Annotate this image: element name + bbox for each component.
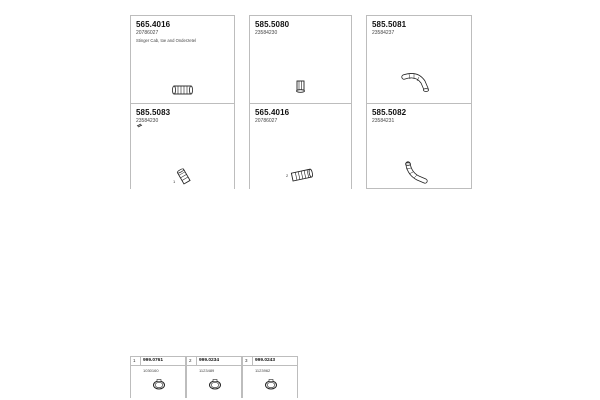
pipe-clamp-icon — [151, 379, 167, 391]
position-number: 2 — [286, 173, 289, 178]
part-reference: 23584231 — [372, 118, 395, 124]
straight-pipe-icon — [289, 167, 315, 183]
part-code: 565.4016 — [255, 108, 290, 117]
pipe-clamp-icon — [263, 379, 279, 391]
accessory-number: 2 — [189, 358, 192, 363]
divider — [140, 357, 141, 365]
accessory-code: 999.0761 — [143, 358, 164, 363]
part-reference: 20786027 — [136, 30, 159, 36]
part-card-585-5083[interactable] — [130, 103, 235, 189]
accessory-cell-2[interactable] — [186, 356, 242, 398]
part-card-585-5080[interactable] — [249, 15, 352, 105]
accessory-code: 999.0243 — [255, 358, 276, 363]
divider — [196, 357, 197, 365]
straight-pipe-icon — [295, 79, 307, 93]
accessory-number: 1 — [133, 358, 136, 363]
part-reference: 20786027 — [255, 118, 278, 124]
part-card-585-5081[interactable] — [366, 15, 472, 105]
bent-pipe-icon — [401, 72, 431, 94]
part-note: Stinger Cab, toe and Onderzetel — [136, 38, 197, 43]
part-card-565-4016-b[interactable] — [249, 103, 352, 189]
straight-pipe-icon — [176, 167, 192, 187]
part-card-565-4016[interactable] — [130, 15, 235, 105]
accessory-cell-3[interactable] — [242, 356, 298, 398]
accessory-number: 3 — [245, 358, 248, 363]
part-code: 585.5081 — [372, 20, 407, 29]
part-code: 565.4016 — [136, 20, 171, 29]
divider — [252, 357, 253, 365]
part-reference: 23584230 — [255, 30, 278, 36]
pipe-clamp-icon — [207, 379, 223, 391]
part-reference: 23584230 — [136, 118, 159, 124]
position-number: 1 — [173, 179, 176, 184]
part-code: 585.5083 — [136, 108, 171, 117]
pipe-clamp-icon — [136, 122, 144, 128]
accessory-reference: 1123489 — [199, 368, 215, 373]
accessory-code: 999.0234 — [199, 358, 220, 363]
bent-pipe-icon — [403, 160, 431, 186]
part-card-585-5082[interactable] — [366, 103, 472, 189]
accessory-reference: 1030160 — [143, 368, 159, 373]
straight-pipe-icon — [171, 84, 195, 96]
accessory-reference: 1123962 — [255, 368, 271, 373]
part-code: 585.5082 — [372, 108, 407, 117]
part-code: 585.5080 — [255, 20, 290, 29]
accessory-cell-1[interactable] — [130, 356, 186, 398]
part-reference: 23584237 — [372, 30, 395, 36]
